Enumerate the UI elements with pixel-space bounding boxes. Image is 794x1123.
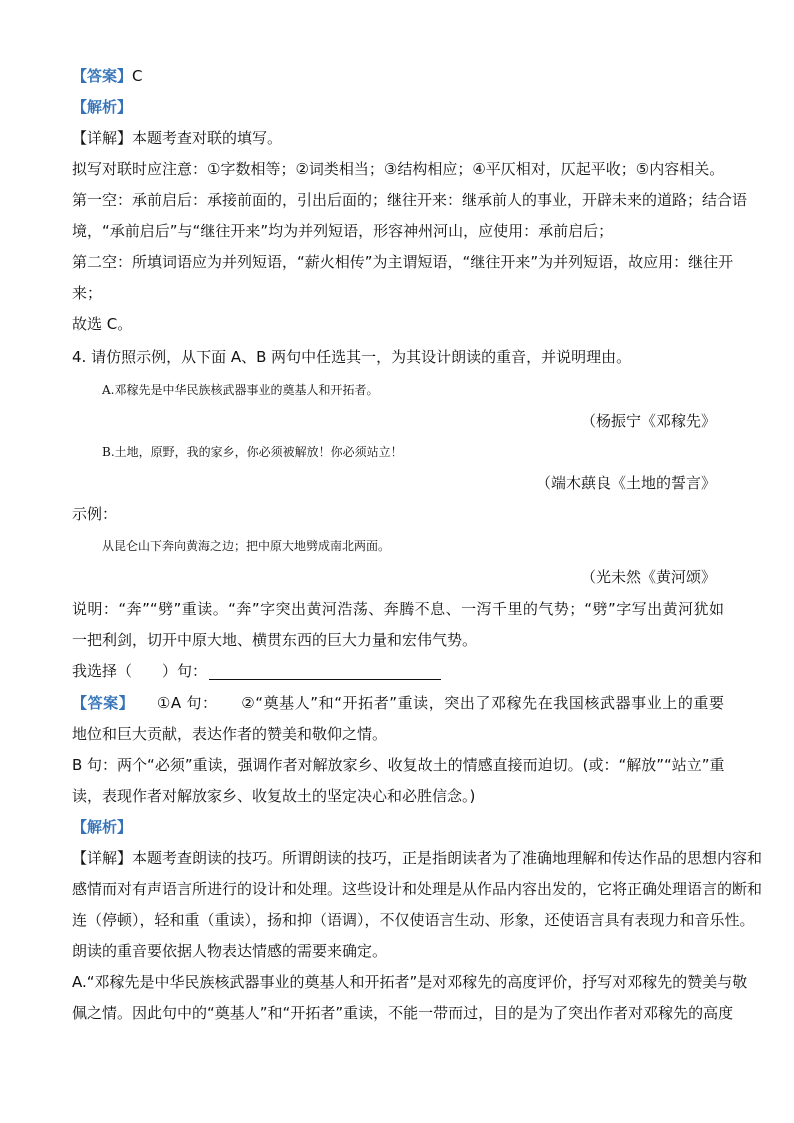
option-a-sentence: A.邓稼先是中华民族核武器事业的奠基人和开拓者。 [102, 383, 379, 397]
detail-text: 本题考查对联的填写。 [132, 129, 283, 147]
answer-line: 读，表现作者对解放家乡、收复故土的坚定决心和必胜信念。) [72, 787, 476, 805]
answer-line: B 句：两个“必须”重读，强调作者对解放家乡、收复故土的情感直接而迫切。(或：“解放”“站立”重 [72, 756, 725, 774]
detail-line [72, 128, 724, 148]
answer-line-4 [72, 693, 724, 713]
choice-suffix: 句： [177, 662, 208, 680]
choice-line [72, 661, 724, 681]
paragraph-line: 第二空：所填词语应为并列短语，“薪火相传”为主谓短语，“继往开来”为并列短语，故应用：继往开 [72, 253, 734, 271]
option-b-sentence: B.土地，原野，我的家乡，你必须被解放！你必须站立！ [102, 445, 403, 459]
answer-a-text: ①A 句： ②“奠基人”和“开拓者”重读，突出了邓稼先在我国核武器事业上的重要 [156, 694, 724, 712]
paragraph-line: 来； [72, 284, 103, 302]
paragraph-line: 故选 C。 [72, 315, 133, 333]
question-4-prompt: 4. 请仿照示例，从下面 A、B 两句中任选其一，为其设计朗读的重音，并说明理由。 [72, 348, 632, 366]
answer-tag: 【答案】 [72, 67, 133, 85]
detail-line: A.“邓稼先是中华民族核武器事业的奠基人和开拓者”是对邓稼先的高度评价，抒写对邓稼先的赞美与敬 [72, 973, 748, 991]
detail-line: 朗读的重音要依据人物表达情感的需要来确定。 [72, 942, 388, 960]
explanation-line: 一把利剑，切开中原大地、横贯东西的巨大力量和宏伟气势。 [72, 631, 478, 649]
answer-tag: 【答案】 [72, 694, 135, 712]
analysis-tag: 【解析】 [72, 818, 133, 836]
answer-line: 地位和巨大贡献，表达作者的赞美和敬仰之情。 [72, 725, 388, 743]
paragraph-line: 境，“承前启后”与“继往开来”均为并列短语，形容神州河山，应使用：承前启后； [72, 222, 614, 240]
example-sentence: 从昆仑山下奔向黄海之边；把中原大地劈成南北两面。 [102, 539, 391, 553]
choice-prefix: 我选择（ ） [72, 662, 178, 680]
analysis-heading [72, 97, 724, 117]
detail-line [72, 848, 763, 868]
answer-line-3 [72, 66, 724, 86]
answer-value: C [132, 67, 143, 85]
example-label: 示例： [72, 505, 118, 523]
answer-blank [209, 663, 441, 680]
option-a-source: （杨振宁《邓稼先》 [580, 412, 716, 430]
paragraph-line: 第一空：承前启后：承接前面的，引出后面的；继往开来：继承前人的事业，开辟未来的道路；结合语 [72, 191, 748, 209]
analysis-tag: 【解析】 [72, 98, 133, 116]
analysis-heading [72, 817, 724, 837]
detail-line: 感情而对有声语言所进行的设计和处理。这些设计和处理是从作品内容出发的，它将正确处理语言的断和 [72, 880, 763, 898]
detail-tag: 【详解】 [72, 129, 133, 147]
explanation-line: 说明：“奔”“劈”重读。“奔”字突出黄河浩荡、奔腾不息、一泻千里的气势；“劈”字写出黄河犹如 [72, 600, 724, 618]
detail-text: 本题考查朗读的技巧。所谓朗读的技巧，正是指朗读者为了准确地理解和传达作品的思想内容和 [132, 849, 763, 867]
paragraph-line: 拟写对联时应注意：①字数相等；②词类相当；③结构相应；④平仄相对，仄起平收；⑤内容相关。 [72, 160, 725, 178]
option-b-source: （端木蕻良《土地的誓言》 [535, 474, 716, 492]
detail-line: 连（停顿），轻和重（重读），扬和抑（语调），不仅使语言生动、形象，还使语言具有表现力和音乐性。 [72, 911, 755, 929]
detail-line: 佩之情。因此句中的“奠基人”和“开拓者”重读，不能一带而过，目的是为了突出作者对邓稼先的高度 [72, 1004, 734, 1022]
detail-tag: 【详解】 [72, 849, 133, 867]
example-source: （光未然《黄河颂》 [580, 568, 716, 586]
